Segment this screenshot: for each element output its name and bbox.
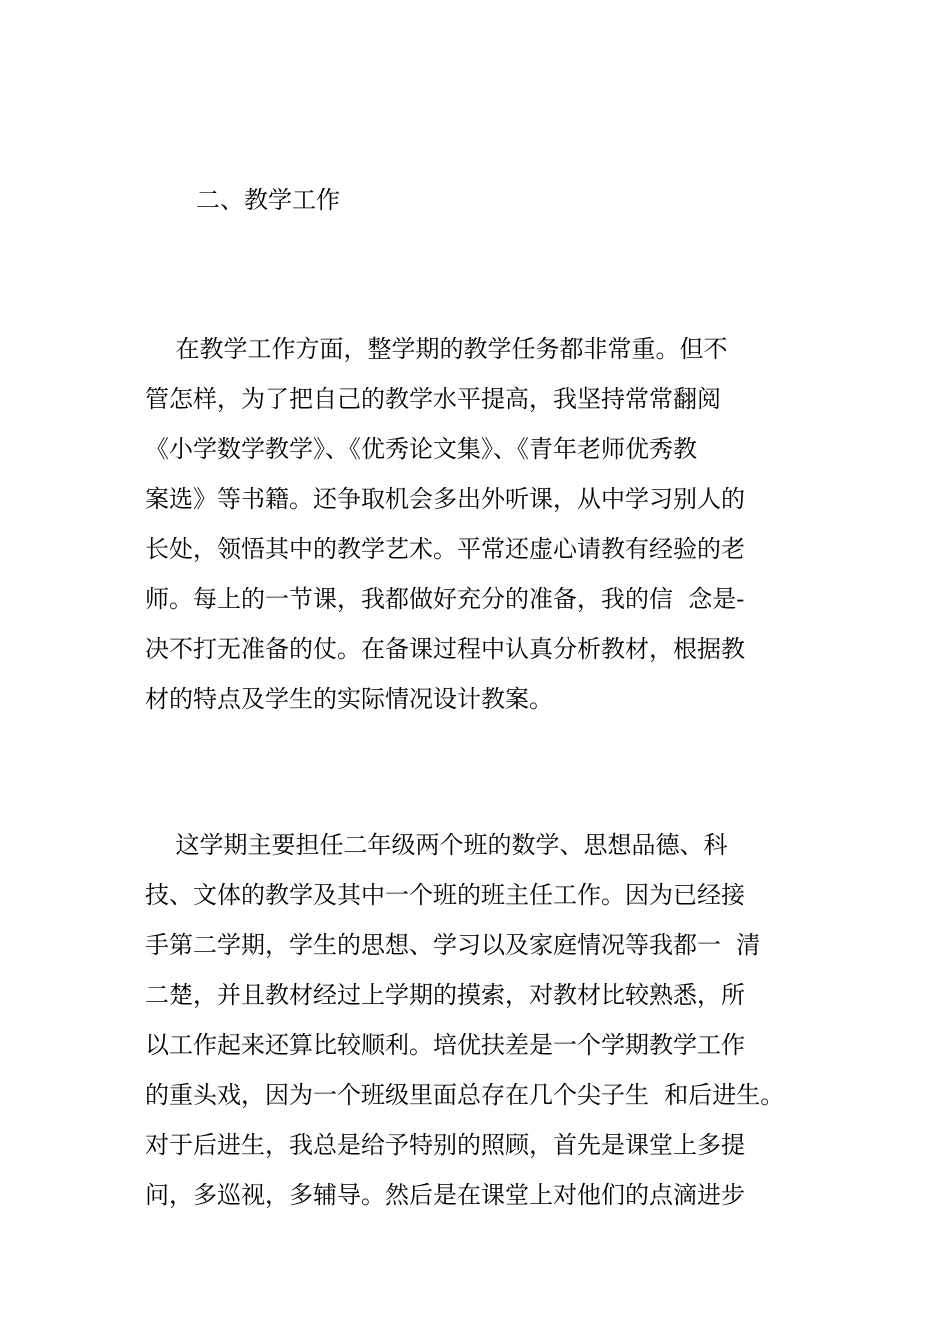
text-line: 材的特点及学生的实际情况设计教案。 — [145, 685, 553, 713]
text-line: 在教学工作方面，整学期的教学任务都非常重。但不 — [145, 335, 728, 363]
text-line: 以工作起来还算比较顺利。培优扶差是一个学期教学工作 — [145, 1031, 745, 1059]
section-heading: 二、教学工作 — [196, 186, 340, 214]
text-line: 技、文体的教学及其中一个班的班主任工作。因为已经接 — [145, 881, 745, 909]
text-line: 的重头戏，因为一个班级里面总存在几个尖子生 和后进生。 — [145, 1081, 785, 1109]
text-line: 师。每上的一节课，我都做好充分的准备，我的信 念是- — [145, 585, 745, 613]
text-line: 案选》等书籍。还争取机会多出外听课，从中学习别人的 — [145, 485, 745, 513]
text-line: 这学期主要担任二年级两个班的数学、思想品德、科 — [145, 831, 728, 859]
text-line: 管怎样，为了把自己的教学水平提高，我坚持常常翻阅 — [145, 385, 721, 413]
text-line: 对于后进生，我总是给予特别的照顾，首先是课堂上多提 — [145, 1131, 745, 1159]
text-line: 问，多巡视，多辅导。然后是在课堂上对他们的点滴进步 — [145, 1181, 745, 1209]
text-line: 长处，领悟其中的教学艺术。平常还虚心请教有经验的老 — [145, 535, 745, 563]
text-line: 决不打无准备的仗。在备课过程中认真分析教材，根据教 — [145, 635, 745, 663]
text-line: 手第二学期，学生的思想、学习以及家庭情况等我都一 清 — [145, 931, 761, 959]
paragraph-class-duties — [145, 820, 784, 1220]
text-line: 《小学数学教学》、《优秀论文集》、《青年老师优秀教 — [145, 435, 697, 463]
paragraph-teaching-work — [145, 324, 745, 724]
text-line: 二楚，并且教材经过上学期的摸索，对教材比较熟悉，所 — [145, 981, 745, 1009]
